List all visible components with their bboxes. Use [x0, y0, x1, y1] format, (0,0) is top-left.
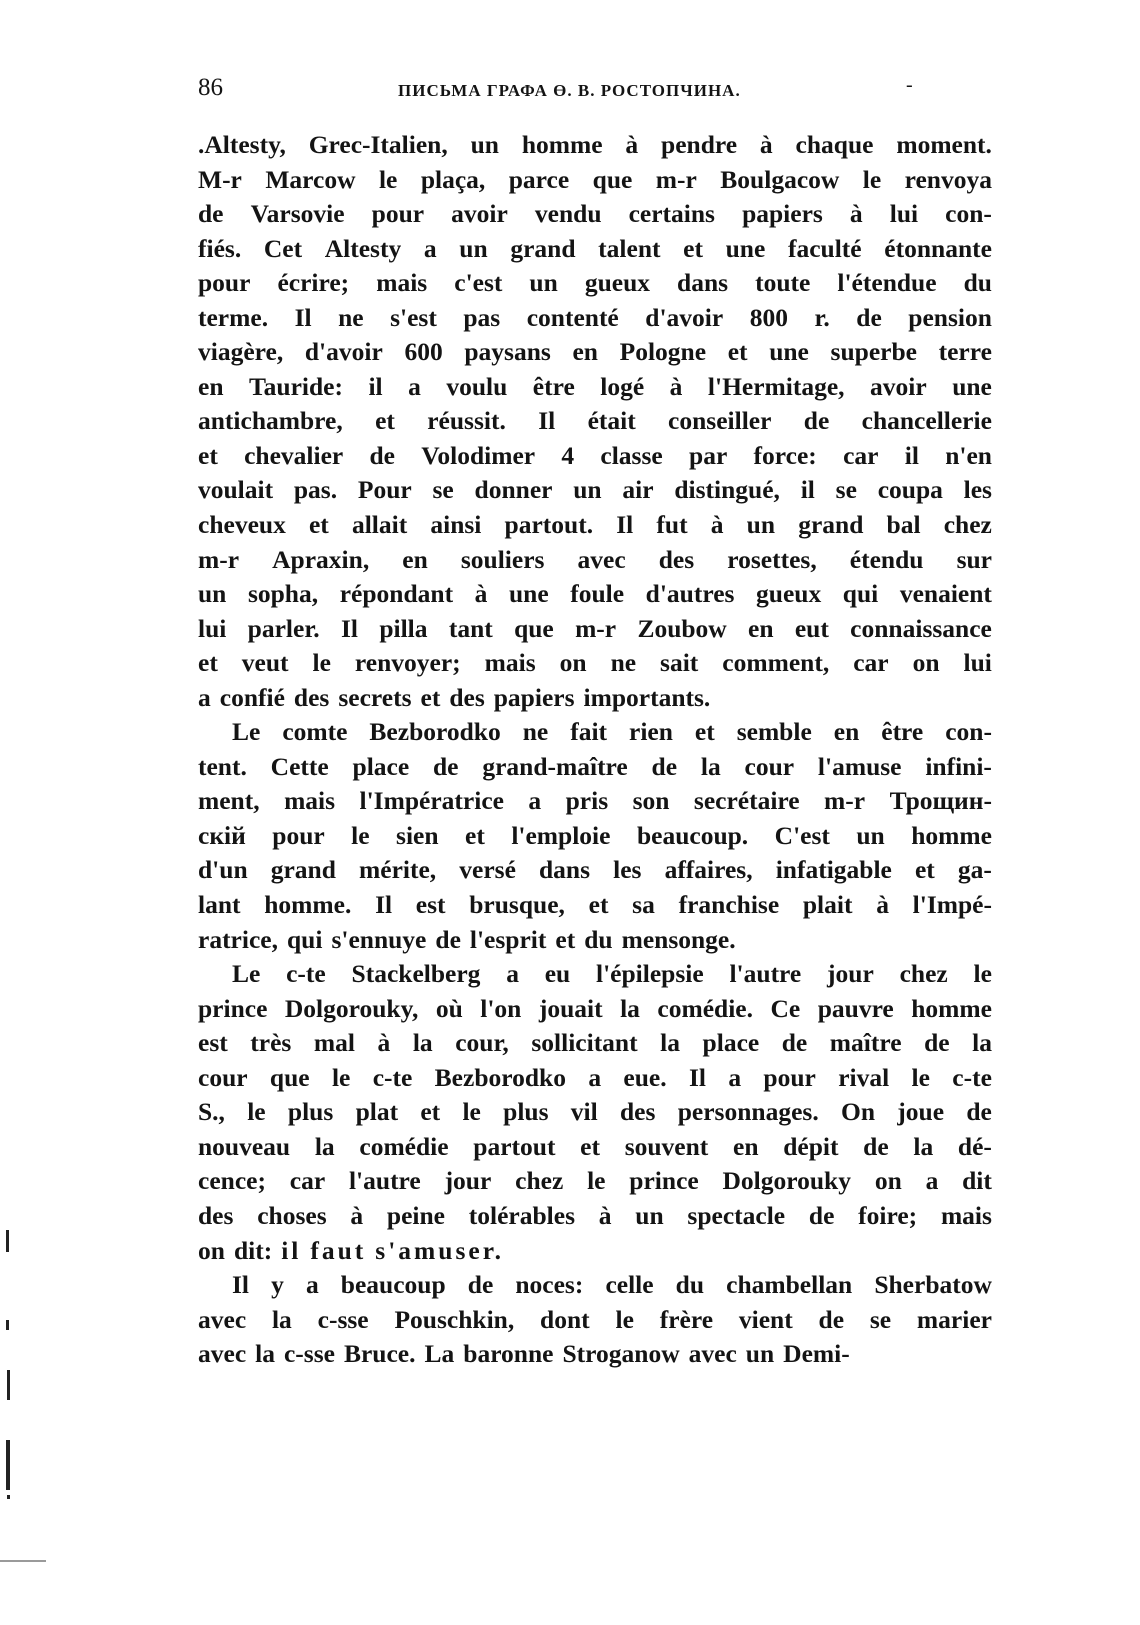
scan-edge-rule — [0, 1560, 46, 1562]
text-line: a confié des secrets et des papiers importants. — [198, 682, 711, 712]
page-header — [198, 72, 998, 112]
text-line: .Altesty, Grec-Italien, un homme à pendre à chaque moment. — [198, 130, 992, 159]
text-line: Il y a beaucoup de noces: celle du chambellan Sherbatow — [232, 1270, 992, 1300]
text-line: pour écrire; mais c'est un gueux dans toute l'étendue du — [198, 268, 992, 298]
text-line: ment, mais l'Impératrice a pris son secrétaire m-r Трощин- — [198, 786, 992, 816]
text-line: de Varsovie pour avoir vendu certains papiers à lui con- — [198, 199, 992, 229]
text-line: S., le plus plat et le plus vil des personnages. On joue de — [198, 1097, 992, 1127]
text-line: un sopha, répondant à une foule d'autres gueux qui venaient — [198, 579, 992, 609]
text-line: est très mal à la cour, sollicitant la place de maître de la — [198, 1028, 992, 1058]
text-line: m-r Apraxin, en souliers avec des rosettes, étendu sur — [198, 544, 992, 574]
margin-scan-marks — [0, 1190, 20, 1510]
text-line: cour que le c-te Bezborodko a eue. Il a pour rival le c-te — [198, 1062, 992, 1092]
text-line: terme. Il ne s'est pas contenté d'avoir 800 r. de pension — [198, 302, 992, 332]
text-line: voulait pas. Pour se donner un air distingué, il se coupa les — [198, 475, 992, 505]
header-mark: - — [906, 74, 913, 96]
text-line: M-r Marcow le plaça, parce que m-r Boulgacow le renvoya — [198, 164, 992, 194]
text-line: cheveux et allait ainsi partout. Il fut à un grand bal chez — [198, 510, 992, 540]
text-line: en Tauride: il a voulu être logé à l'Hermitage, avoir une — [198, 371, 992, 401]
text-line: lant homme. Il est brusque, et sa franchise plait à l'Impé- — [198, 890, 992, 920]
text-line: d'un grand mérite, versé dans les affaires, infatigable et ga- — [198, 855, 992, 885]
text-line: viagère, d'avoir 600 paysans en Pologne et une superbe terre — [198, 337, 992, 367]
text-line: nouveau la comédie partout et souvent en dépit de la dé- — [198, 1131, 992, 1161]
text-line: prince Dolgorouky, où l'on jouait la comédie. Ce pauvre homme — [198, 993, 992, 1023]
text-line: et chevalier de Volodimer 4 classe par force: car il n'en — [198, 440, 992, 470]
text-line: скій pour le sien et l'emploie beaucoup. C'est un homme — [198, 820, 992, 850]
text-line: ratrice, qui s'ennuye de l'esprit et du mensonge. — [198, 924, 736, 954]
text-line: cence; car l'autre jour chez le prince Dolgorouky on a dit — [198, 1166, 992, 1196]
text-line: des choses à peine tolérables à un spectacle de foire; mais — [198, 1200, 992, 1230]
text-line: avec la c-sse Pouschkin, dont le frère vient de se marier — [198, 1304, 992, 1334]
text-line: Le c-te Stackelberg a eu l'épilepsie l'autre jour chez le — [232, 959, 992, 989]
body-text — [198, 128, 992, 1372]
text-line: antichambre, et réussit. Il était conseiller de chancellerie — [198, 406, 992, 436]
text-line: on dit: il faut s'amuser. — [198, 1235, 505, 1265]
text-line: Le comte Bezborodko ne fait rien et semble en être con- — [232, 717, 992, 747]
text-line: et veut le renvoyer; mais on ne sait comment, car on lui — [198, 648, 992, 678]
text-line: fiés. Cet Altesty a un grand talent et une faculté étonnante — [198, 233, 992, 263]
text-line: avec la c-sse Bruce. La baronne Stroganow avec un Demi- — [198, 1339, 850, 1369]
running-title: ПИСЬМА ГРАФА Ө. В. РОСТОПЧИНА. — [398, 81, 741, 100]
text-line: lui parler. Il pilla tant que m-r Zoubow en eut connaissance — [198, 613, 992, 643]
page-number: 86 — [198, 74, 223, 101]
text-line: tent. Cette place de grand-maître de la cour l'amuse infini- — [198, 751, 992, 781]
